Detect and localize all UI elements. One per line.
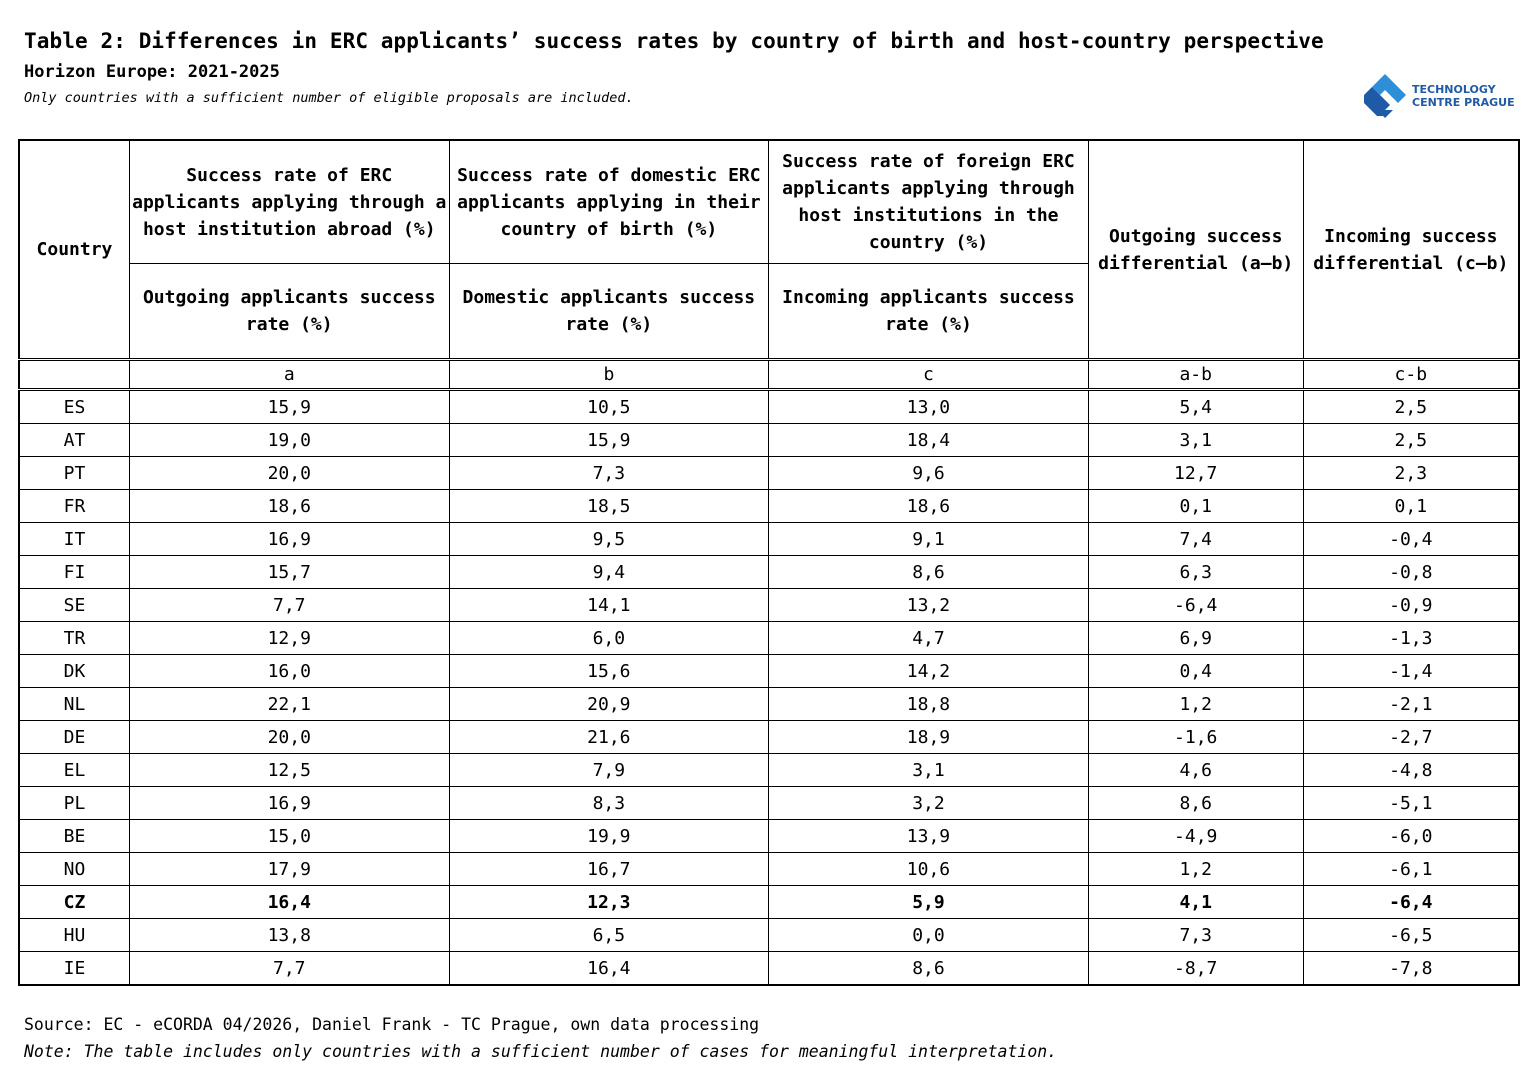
cell-country: BE <box>19 820 129 853</box>
cell-country: IE <box>19 952 129 986</box>
table-row <box>19 853 1519 886</box>
cell-ab: 7,4 <box>1088 523 1303 556</box>
cell-b: 20,9 <box>449 688 769 721</box>
cell-cb: -0,9 <box>1303 589 1519 622</box>
header-incoming-differential: Incoming success differential (c–b) <box>1303 140 1519 360</box>
cell-ab: 4,6 <box>1088 754 1303 787</box>
cell-cb: -2,7 <box>1303 721 1519 754</box>
cell-country: ES <box>19 390 129 424</box>
cell-c: 14,2 <box>769 655 1089 688</box>
table-title: Table 2: Differences in ERC applicants’ success rates by country of birth and host-country perspective <box>24 29 1324 53</box>
cell-c: 13,0 <box>769 390 1089 424</box>
cell-ab: -8,7 <box>1088 952 1303 986</box>
cell-cb: -5,1 <box>1303 787 1519 820</box>
cell-country: HU <box>19 919 129 952</box>
cell-ab: 3,1 <box>1088 424 1303 457</box>
cell-ab: 6,3 <box>1088 556 1303 589</box>
cell-ab: -1,6 <box>1088 721 1303 754</box>
table-row <box>19 787 1519 820</box>
letter-cell: b <box>449 360 769 390</box>
cell-country: DK <box>19 655 129 688</box>
cell-ab: 1,2 <box>1088 688 1303 721</box>
table-row <box>19 820 1519 853</box>
table-row <box>19 556 1519 589</box>
table-row <box>19 424 1519 457</box>
table-row <box>19 886 1519 919</box>
logo-line-2: CENTRE PRAGUE <box>1412 96 1515 109</box>
cell-c: 18,4 <box>769 424 1089 457</box>
cell-b: 16,7 <box>449 853 769 886</box>
cell-a: 16,9 <box>129 787 449 820</box>
cell-ab: 6,9 <box>1088 622 1303 655</box>
cell-a: 17,9 <box>129 853 449 886</box>
cell-b: 10,5 <box>449 390 769 424</box>
cell-b: 9,5 <box>449 523 769 556</box>
cell-country: CZ <box>19 886 129 919</box>
logo-line-1: TECHNOLOGY <box>1412 83 1496 96</box>
cell-a: 7,7 <box>129 952 449 986</box>
cell-cb: -4,8 <box>1303 754 1519 787</box>
cell-a: 20,0 <box>129 721 449 754</box>
table-row <box>19 919 1519 952</box>
cell-c: 13,9 <box>769 820 1089 853</box>
cell-country: NO <box>19 853 129 886</box>
cell-b: 8,3 <box>449 787 769 820</box>
cell-country: TR <box>19 622 129 655</box>
letter-empty-cell <box>19 360 129 390</box>
cell-b: 7,3 <box>449 457 769 490</box>
cell-c: 8,6 <box>769 556 1089 589</box>
cell-cb: 2,5 <box>1303 424 1519 457</box>
cell-ab: 12,7 <box>1088 457 1303 490</box>
cell-a: 13,8 <box>129 919 449 952</box>
cell-cb: -0,8 <box>1303 556 1519 589</box>
table-row <box>19 688 1519 721</box>
cell-c: 3,1 <box>769 754 1089 787</box>
header-col-c-top: Success rate of foreign ERC applicants applying through host institutions in the country (%) <box>769 140 1089 264</box>
cell-a: 22,1 <box>129 688 449 721</box>
table-row <box>19 523 1519 556</box>
logo-text <box>1412 83 1515 109</box>
cell-ab: 8,6 <box>1088 787 1303 820</box>
cell-cb: -7,8 <box>1303 952 1519 986</box>
table-row <box>19 754 1519 787</box>
header-col-a-top: Success rate of ERC applicants applying through a host institution abroad (%) <box>129 140 449 264</box>
cell-ab: 4,1 <box>1088 886 1303 919</box>
cell-cb: 0,1 <box>1303 490 1519 523</box>
header-country: Country <box>19 140 129 360</box>
cell-c: 0,0 <box>769 919 1089 952</box>
cell-a: 20,0 <box>129 457 449 490</box>
source-line: Source: EC - eCORDA 04/2026, Daniel Frank - TC Prague, own data processing <box>24 1015 760 1034</box>
top-note: Only countries with a sufficient number of eligible proposals are included. <box>24 90 634 106</box>
cell-a: 15,0 <box>129 820 449 853</box>
cell-b: 15,9 <box>449 424 769 457</box>
letter-cell: a-b <box>1088 360 1303 390</box>
cell-c: 9,6 <box>769 457 1089 490</box>
table-row <box>19 490 1519 523</box>
cell-a: 12,5 <box>129 754 449 787</box>
cell-c: 18,6 <box>769 490 1089 523</box>
cell-b: 12,3 <box>449 886 769 919</box>
bottom-note: Note: The table includes only countries with a sufficient number of cases for meaningful interpretation. <box>24 1042 1058 1061</box>
cell-cb: 2,5 <box>1303 390 1519 424</box>
cell-b: 21,6 <box>449 721 769 754</box>
cell-country: EL <box>19 754 129 787</box>
cell-a: 12,9 <box>129 622 449 655</box>
cell-a: 7,7 <box>129 589 449 622</box>
cell-b: 9,4 <box>449 556 769 589</box>
cell-country: NL <box>19 688 129 721</box>
table-row <box>19 457 1519 490</box>
cell-cb: 2,3 <box>1303 457 1519 490</box>
cell-ab: 0,4 <box>1088 655 1303 688</box>
cell-country: FI <box>19 556 129 589</box>
cell-b: 18,5 <box>449 490 769 523</box>
cell-country: DE <box>19 721 129 754</box>
header-col-a-sub: Outgoing applicants success rate (%) <box>129 264 449 360</box>
table-row <box>19 622 1519 655</box>
cell-cb: -6,1 <box>1303 853 1519 886</box>
cell-b: 19,9 <box>449 820 769 853</box>
cell-b: 6,0 <box>449 622 769 655</box>
cell-country: PL <box>19 787 129 820</box>
cell-a: 16,9 <box>129 523 449 556</box>
cell-b: 14,1 <box>449 589 769 622</box>
logo-mark-icon <box>1362 72 1408 118</box>
header-col-b-sub: Domestic applicants success rate (%) <box>449 264 769 360</box>
success-rates-table <box>18 139 1520 986</box>
cell-c: 4,7 <box>769 622 1089 655</box>
table-row <box>19 655 1519 688</box>
cell-c: 18,8 <box>769 688 1089 721</box>
cell-ab: 5,4 <box>1088 390 1303 424</box>
cell-country: PT <box>19 457 129 490</box>
cell-cb: -6,0 <box>1303 820 1519 853</box>
tc-prague-logo <box>1362 72 1515 122</box>
cell-a: 19,0 <box>129 424 449 457</box>
cell-b: 7,9 <box>449 754 769 787</box>
cell-c: 9,1 <box>769 523 1089 556</box>
cell-c: 8,6 <box>769 952 1089 986</box>
cell-cb: -6,4 <box>1303 886 1519 919</box>
cell-c: 10,6 <box>769 853 1089 886</box>
cell-c: 13,2 <box>769 589 1089 622</box>
cell-cb: -0,4 <box>1303 523 1519 556</box>
cell-country: FR <box>19 490 129 523</box>
cell-country: AT <box>19 424 129 457</box>
cell-cb: -6,5 <box>1303 919 1519 952</box>
cell-ab: 1,2 <box>1088 853 1303 886</box>
cell-country: IT <box>19 523 129 556</box>
table-row <box>19 390 1519 424</box>
cell-ab: -6,4 <box>1088 589 1303 622</box>
cell-cb: -1,4 <box>1303 655 1519 688</box>
header-outgoing-differential: Outgoing success differential (a–b) <box>1088 140 1303 360</box>
cell-a: 16,0 <box>129 655 449 688</box>
table-row <box>19 589 1519 622</box>
cell-a: 18,6 <box>129 490 449 523</box>
header-col-b-top: Success rate of domestic ERC applicants applying in their country of birth (%) <box>449 140 769 264</box>
cell-b: 15,6 <box>449 655 769 688</box>
table-row <box>19 952 1519 986</box>
header-col-c-sub: Incoming applicants success rate (%) <box>769 264 1089 360</box>
letter-cell: a <box>129 360 449 390</box>
cell-a: 15,7 <box>129 556 449 589</box>
cell-a: 15,9 <box>129 390 449 424</box>
cell-b: 16,4 <box>449 952 769 986</box>
letter-cell: c <box>769 360 1089 390</box>
cell-b: 6,5 <box>449 919 769 952</box>
cell-c: 3,2 <box>769 787 1089 820</box>
cell-c: 18,9 <box>769 721 1089 754</box>
cell-a: 16,4 <box>129 886 449 919</box>
table-subtitle: Horizon Europe: 2021-2025 <box>24 62 280 82</box>
cell-country: SE <box>19 589 129 622</box>
cell-ab: -4,9 <box>1088 820 1303 853</box>
cell-ab: 0,1 <box>1088 490 1303 523</box>
cell-ab: 7,3 <box>1088 919 1303 952</box>
cell-cb: -1,3 <box>1303 622 1519 655</box>
cell-c: 5,9 <box>769 886 1089 919</box>
cell-cb: -2,1 <box>1303 688 1519 721</box>
table-row <box>19 721 1519 754</box>
letter-cell: c-b <box>1303 360 1519 390</box>
